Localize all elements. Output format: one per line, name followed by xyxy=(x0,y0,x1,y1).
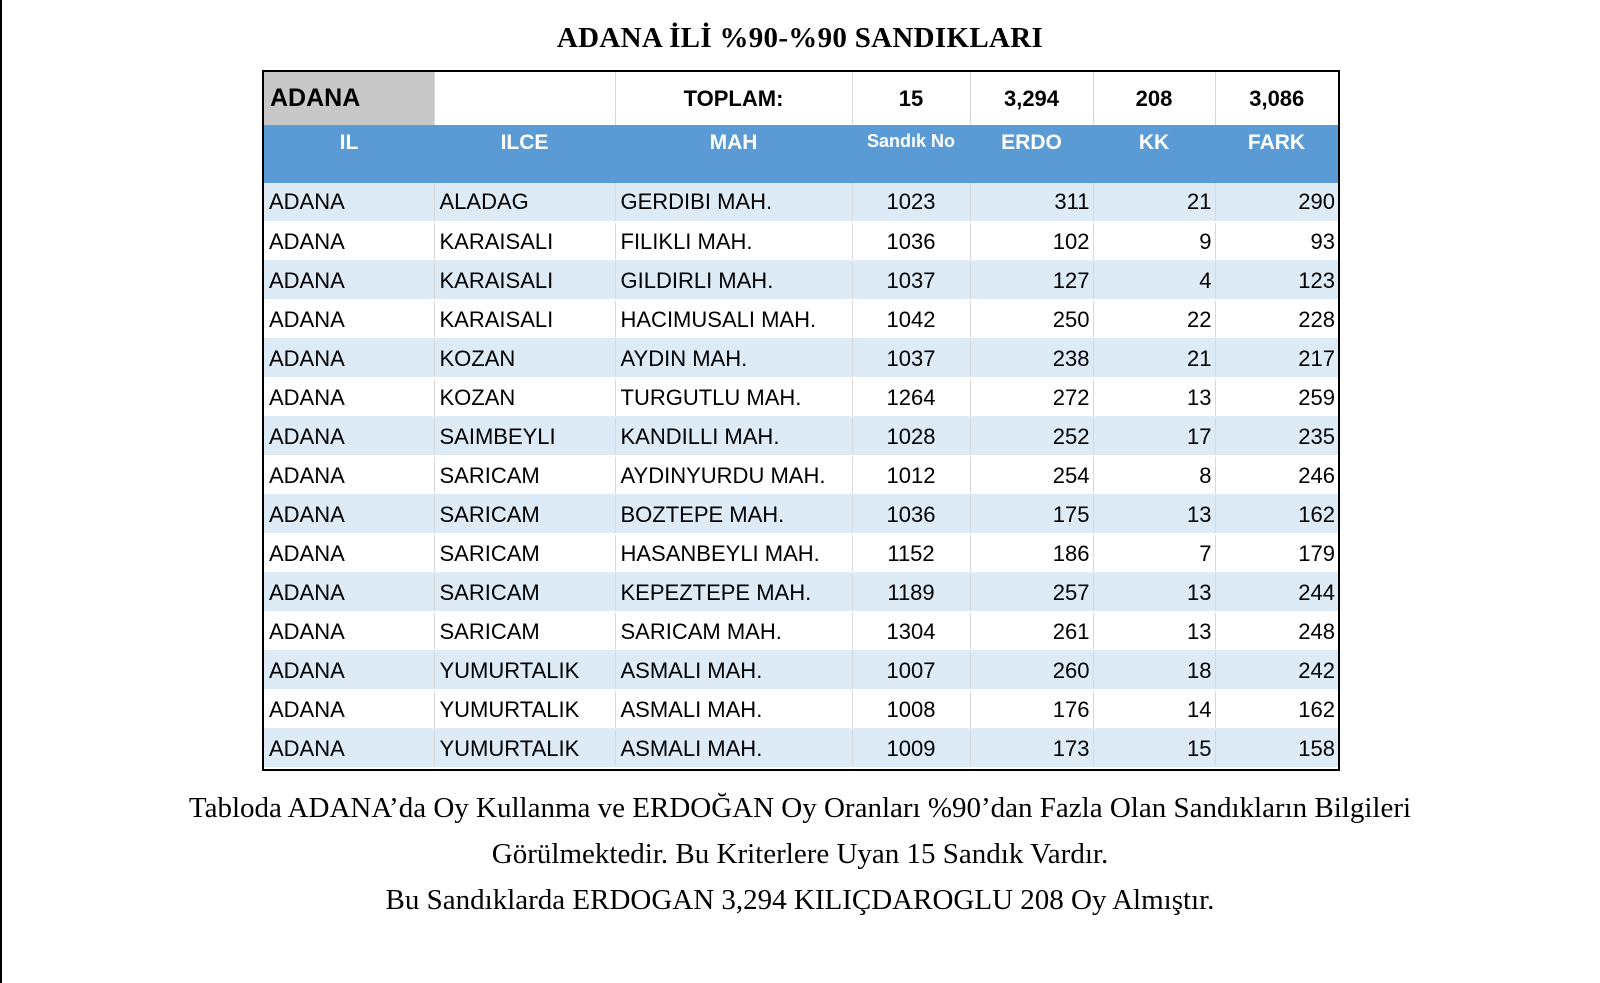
cell-sandik-no: 1304 xyxy=(852,612,970,651)
cell-il: ADANA xyxy=(264,495,434,534)
cell-kk: 13 xyxy=(1093,612,1215,651)
cell-fark: 162 xyxy=(1215,690,1338,729)
cell-ilce: SARICAM xyxy=(434,495,615,534)
cell-kk: 7 xyxy=(1093,534,1215,573)
cell-fark: 123 xyxy=(1215,261,1338,300)
cell-ilce: SARICAM xyxy=(434,573,615,612)
results-table xyxy=(264,72,1338,769)
cell-mah: KANDILLI MAH. xyxy=(615,417,852,456)
cell-mah: ASMALI MAH. xyxy=(615,690,852,729)
toplam-label: TOPLAM: xyxy=(615,72,852,125)
cell-il: ADANA xyxy=(264,417,434,456)
cell-ilce: SARICAM xyxy=(434,612,615,651)
cell-il: ADANA xyxy=(264,378,434,417)
cell-erdo: 257 xyxy=(970,573,1093,612)
cell-fark: 259 xyxy=(1215,378,1338,417)
table-row xyxy=(264,690,1338,729)
cell-kk: 13 xyxy=(1093,573,1215,612)
cell-ilce: SARICAM xyxy=(434,534,615,573)
caption-line-3: Bu Sandıklarda ERDOGAN 3,294 KILIÇDAROGLU 208 Oy Almıştır. xyxy=(385,884,1215,916)
cell-sandik-no: 1189 xyxy=(852,573,970,612)
cell-ilce: KARAISALI xyxy=(434,261,615,300)
cell-fark: 244 xyxy=(1215,573,1338,612)
cell-sandik-no: 1036 xyxy=(852,222,970,261)
table-row xyxy=(264,417,1338,456)
cell-erdo: 173 xyxy=(970,729,1093,768)
cell-ilce: KARAISALI xyxy=(434,300,615,339)
table-row xyxy=(264,183,1338,222)
table-row xyxy=(264,495,1338,534)
cell-ilce: YUMURTALIK xyxy=(434,651,615,690)
cell-mah: AYDIN MAH. xyxy=(615,339,852,378)
caption-line-1: Tabloda ADANA’da Oy Kullanma ve ERDOĞAN Oy Oranları %90’dan Fazla Olan Sandıkların Bilgileri xyxy=(188,792,1412,824)
cell-sandik-no: 1009 xyxy=(852,729,970,768)
table-row xyxy=(264,339,1338,378)
table-row xyxy=(264,456,1338,495)
header-fark: FARK xyxy=(1215,125,1338,183)
cell-mah: KEPEZTEPE MAH. xyxy=(615,573,852,612)
cell-erdo: 260 xyxy=(970,651,1093,690)
cell-erdo: 127 xyxy=(970,261,1093,300)
cell-ilce: KARAISALI xyxy=(434,222,615,261)
cell-mah: ASMALI MAH. xyxy=(615,651,852,690)
table-row xyxy=(264,729,1338,768)
cell-ilce: YUMURTALIK xyxy=(434,690,615,729)
cell-ilce: ALADAG xyxy=(434,183,615,222)
cell-mah: HASANBEYLI MAH. xyxy=(615,534,852,573)
cell-kk: 13 xyxy=(1093,378,1215,417)
cell-erdo: 238 xyxy=(970,339,1093,378)
total-erdo: 3,294 xyxy=(970,72,1093,125)
cell-sandik-no: 1037 xyxy=(852,261,970,300)
province-label: ADANA xyxy=(264,72,434,125)
cell-fark: 246 xyxy=(1215,456,1338,495)
header-kk: KK xyxy=(1093,125,1215,183)
cell-ilce: SARICAM xyxy=(434,456,615,495)
cell-fark: 179 xyxy=(1215,534,1338,573)
total-kk: 208 xyxy=(1093,72,1215,125)
table-row xyxy=(264,222,1338,261)
ballot-box-table xyxy=(262,70,1340,771)
cell-kk: 14 xyxy=(1093,690,1215,729)
cell-sandik-no: 1264 xyxy=(852,378,970,417)
cell-il: ADANA xyxy=(264,651,434,690)
cell-fark: 290 xyxy=(1215,183,1338,222)
cell-kk: 4 xyxy=(1093,261,1215,300)
cell-erdo: 186 xyxy=(970,534,1093,573)
cell-mah: ASMALI MAH. xyxy=(615,729,852,768)
total-sandik-count: 15 xyxy=(852,72,970,125)
cell-erdo: 272 xyxy=(970,378,1093,417)
cell-il: ADANA xyxy=(264,456,434,495)
table-row xyxy=(264,261,1338,300)
table-row xyxy=(264,573,1338,612)
cell-mah: GERDIBI MAH. xyxy=(615,183,852,222)
cell-sandik-no: 1023 xyxy=(852,183,970,222)
header-mah: MAH xyxy=(615,125,852,183)
cell-fark: 228 xyxy=(1215,300,1338,339)
cell-fark: 158 xyxy=(1215,729,1338,768)
cell-ilce: SAIMBEYLI xyxy=(434,417,615,456)
cell-mah: HACIMUSALI MAH. xyxy=(615,300,852,339)
header-erdo: ERDO xyxy=(970,125,1093,183)
cell-mah: FILIKLI MAH. xyxy=(615,222,852,261)
cell-fark: 248 xyxy=(1215,612,1338,651)
cell-sandik-no: 1042 xyxy=(852,300,970,339)
cell-erdo: 250 xyxy=(970,300,1093,339)
summary-caption xyxy=(0,785,1600,923)
cell-fark: 217 xyxy=(1215,339,1338,378)
cell-il: ADANA xyxy=(264,534,434,573)
cell-mah: TURGUTLU MAH. xyxy=(615,378,852,417)
cell-il: ADANA xyxy=(264,573,434,612)
table-row xyxy=(264,612,1338,651)
cell-il: ADANA xyxy=(264,690,434,729)
cell-kk: 15 xyxy=(1093,729,1215,768)
cell-kk: 17 xyxy=(1093,417,1215,456)
cell-erdo: 175 xyxy=(970,495,1093,534)
cell-sandik-no: 1008 xyxy=(852,690,970,729)
totals-row xyxy=(264,72,1338,125)
cell-kk: 18 xyxy=(1093,651,1215,690)
page-title: ADANA İLİ %90-%90 SANDIKLARI xyxy=(556,22,1044,54)
cell-fark: 242 xyxy=(1215,651,1338,690)
cell-il: ADANA xyxy=(264,183,434,222)
cell-erdo: 311 xyxy=(970,183,1093,222)
cell-kk: 13 xyxy=(1093,495,1215,534)
cell-mah: GILDIRLI MAH. xyxy=(615,261,852,300)
header-il: IL xyxy=(264,125,434,183)
cell-mah: AYDINYURDU MAH. xyxy=(615,456,852,495)
table-row xyxy=(264,378,1338,417)
cell-kk: 21 xyxy=(1093,183,1215,222)
cell-ilce: YUMURTALIK xyxy=(434,729,615,768)
table-row xyxy=(264,534,1338,573)
table-row xyxy=(264,651,1338,690)
caption-line-2: Görülmektedir. Bu Kriterlere Uyan 15 Sandık Vardır. xyxy=(491,838,1109,870)
column-header-row xyxy=(264,125,1338,183)
cell-erdo: 261 xyxy=(970,612,1093,651)
cell-il: ADANA xyxy=(264,300,434,339)
cell-il: ADANA xyxy=(264,729,434,768)
table-row xyxy=(264,300,1338,339)
cell-il: ADANA xyxy=(264,339,434,378)
cell-sandik-no: 1028 xyxy=(852,417,970,456)
cell-erdo: 176 xyxy=(970,690,1093,729)
cell-fark: 162 xyxy=(1215,495,1338,534)
cell-sandik-no: 1012 xyxy=(852,456,970,495)
cell-erdo: 254 xyxy=(970,456,1093,495)
cell-il: ADANA xyxy=(264,222,434,261)
cell-il: ADANA xyxy=(264,261,434,300)
cell-sandik-no: 1037 xyxy=(852,339,970,378)
cell-sandik-no: 1036 xyxy=(852,495,970,534)
cell-kk: 21 xyxy=(1093,339,1215,378)
cell-sandik-no: 1152 xyxy=(852,534,970,573)
cell-mah: BOZTEPE MAH. xyxy=(615,495,852,534)
cell-ilce: KOZAN xyxy=(434,378,615,417)
header-ilce: ILCE xyxy=(434,125,615,183)
total-fark: 3,086 xyxy=(1249,85,1305,111)
cell-fark: 235 xyxy=(1215,417,1338,456)
cell-ilce: KOZAN xyxy=(434,339,615,378)
cell-sandik-no: 1007 xyxy=(852,651,970,690)
cell-il: ADANA xyxy=(264,612,434,651)
cell-kk: 22 xyxy=(1093,300,1215,339)
header-sandik-no: Sandık No xyxy=(852,125,970,183)
totals-blank-cell xyxy=(434,72,615,125)
cell-fark: 93 xyxy=(1215,222,1338,261)
cell-kk: 8 xyxy=(1093,456,1215,495)
cell-mah: SARICAM MAH. xyxy=(615,612,852,651)
cell-kk: 9 xyxy=(1093,222,1215,261)
cell-erdo: 252 xyxy=(970,417,1093,456)
cell-erdo: 102 xyxy=(970,222,1093,261)
